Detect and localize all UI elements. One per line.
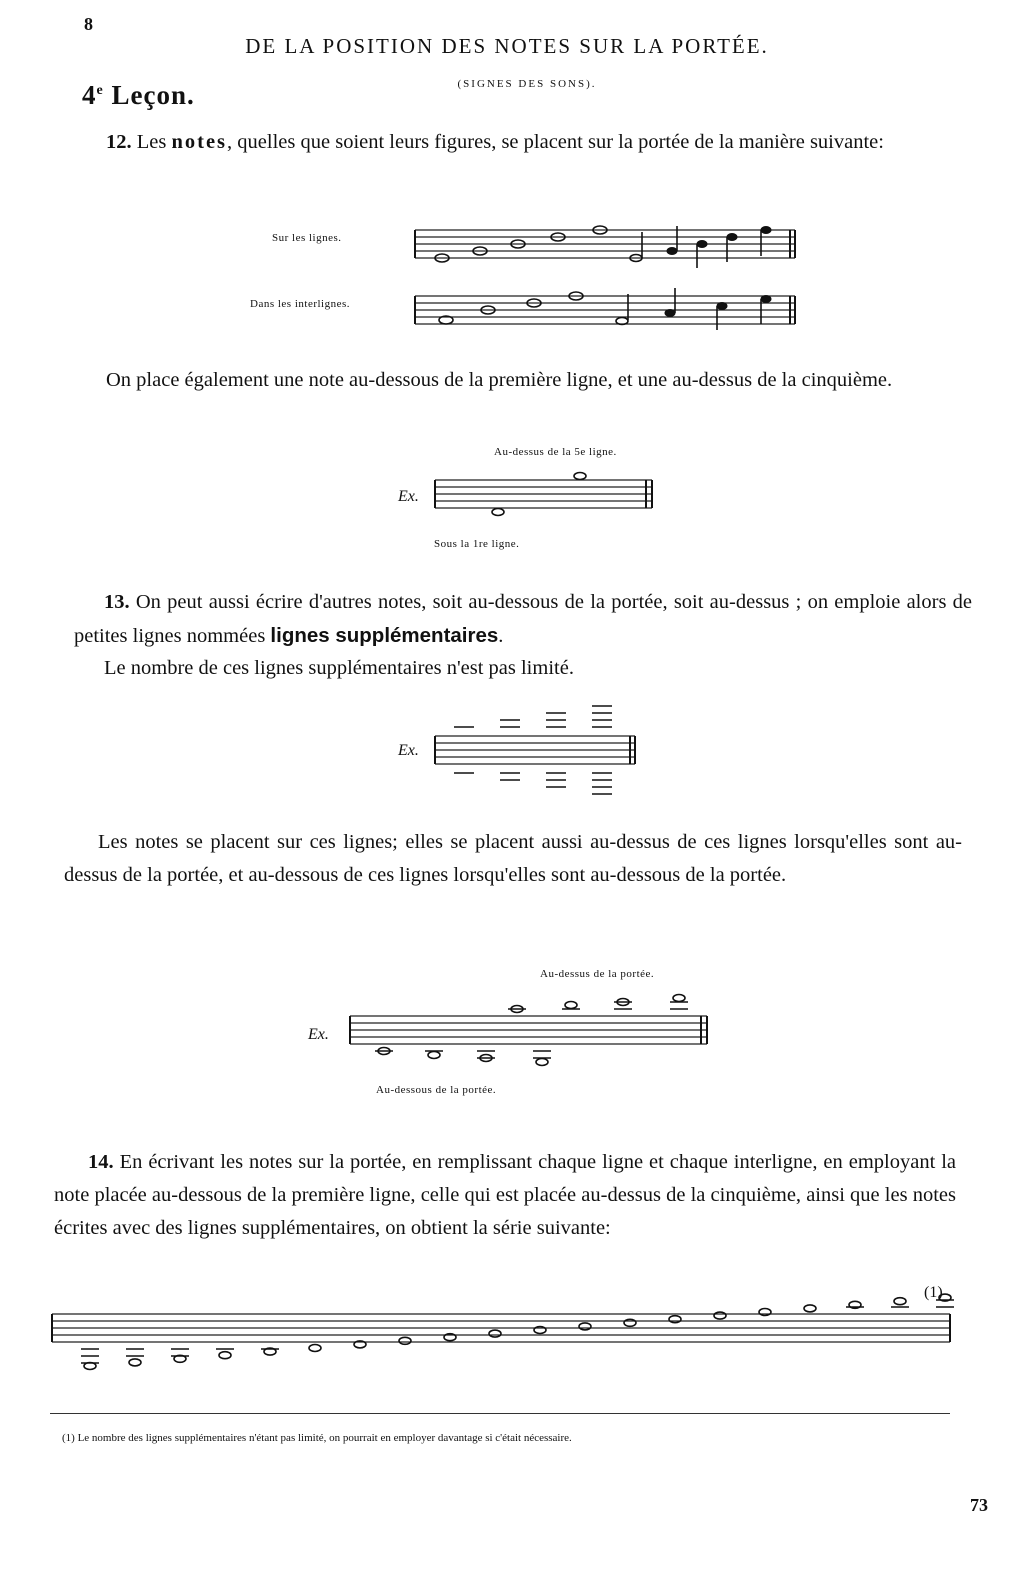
series-note xyxy=(714,1312,726,1319)
paragraph-text: En écrivant les notes sur la portée, en remplissant chaque ligne et chaque interligne, en employant la note placée au-dessous de la première ligne, celle qui est placée au-dessus de la cinquième, ainsi que les notes écrites avec des lignes supplémentaires, on obtient la série suivante: xyxy=(54,1151,957,1239)
note-below xyxy=(492,509,504,516)
series-note xyxy=(129,1359,141,1366)
series-note xyxy=(489,1330,501,1337)
paragraph-number: 13. xyxy=(104,591,130,613)
series-notes xyxy=(81,1294,954,1369)
paragraph-text: Les xyxy=(136,131,167,153)
ex-label: Ex. xyxy=(398,742,419,759)
label-sur-les-lignes: Sur les lignes. xyxy=(272,232,342,244)
footnote: (1) Le nombre des lignes supplémentaires n'étant pas limité, on pourrait en employer davantage si c'était nécessaire. xyxy=(62,1432,572,1444)
paragraph-14 xyxy=(54,1146,956,1245)
notes-above-staff xyxy=(508,995,688,1013)
paragraph-text: On peut aussi écrire d'autres notes, soit au-dessous de la portée, soit au-dessus ; on emploie alors de petites lignes nommées xyxy=(74,591,973,647)
corner-mark: 73 xyxy=(970,1495,988,1515)
staff-lines xyxy=(415,230,795,324)
lesson-label: Leçon. xyxy=(111,80,195,110)
paragraph-number: 12. xyxy=(106,131,132,153)
paragraph-text: . xyxy=(498,625,504,647)
bold-term: lignes supplémentaires xyxy=(270,624,499,647)
series-note xyxy=(579,1323,591,1330)
series-note xyxy=(894,1298,906,1305)
series-note xyxy=(219,1352,231,1359)
page-title: DE LA POSITION DES NOTES SUR LA PORTÉE. xyxy=(245,34,769,58)
staff-example-2 xyxy=(430,470,660,530)
ledger-lines-below xyxy=(454,773,612,794)
staff-example-3 xyxy=(430,700,650,810)
paragraph-13 xyxy=(74,586,972,653)
label-above-staff: Au-dessus de la portée. xyxy=(540,968,655,980)
page-number: 8 xyxy=(84,14,93,34)
series-note xyxy=(399,1337,411,1344)
series-note xyxy=(804,1305,816,1312)
ex-label: Ex. xyxy=(398,488,419,505)
paragraph-number: 14. xyxy=(88,1151,114,1173)
note-above xyxy=(574,473,586,480)
paragraph-12 xyxy=(80,126,972,159)
label-below-first-line: Sous la 1re ligne. xyxy=(434,538,520,550)
notes-on-lines xyxy=(435,226,771,268)
lesson-suffix: e xyxy=(96,83,104,98)
series-note xyxy=(309,1345,321,1352)
footnote-rule xyxy=(50,1413,950,1414)
label-above-fifth-line: Au-dessus de la 5e ligne. xyxy=(494,446,617,458)
lesson-heading xyxy=(82,80,195,111)
paragraph-text: , quelles que soient leurs figures, se placent sur la portée de la manière suivante: xyxy=(227,131,884,153)
lesson-number: 4 xyxy=(82,80,97,110)
paragraph-note-placement: On place également une note au-dessous de la première ligne, et une au-dessus de la cinquième. xyxy=(106,369,893,391)
page-subtitle: (SIGNES DES SONS). xyxy=(457,78,597,90)
ex-label: Ex. xyxy=(308,1026,329,1043)
label-dans-les-interlignes: Dans les interlignes. xyxy=(250,298,351,310)
bold-term: notes xyxy=(171,131,228,153)
staff-example-1 xyxy=(410,212,800,342)
staff-example-5 xyxy=(48,1290,954,1380)
paragraph-13-continued: Le nombre de ces lignes supplémentaires n'est pas limité. xyxy=(104,657,574,679)
notes-below-staff xyxy=(375,1048,551,1066)
footnote-mark: (1) xyxy=(924,1284,943,1301)
staff-example-4 xyxy=(345,992,715,1076)
paragraph-ledger-placement: Les notes se placent sur ces lignes; elles se placent aussi au-dessus de ces lignes lorsqu'elles sont au-dessus de la portée, et au-dessous de ces lignes lorsqu'elles sont au-dessous de la portée. xyxy=(64,831,962,886)
label-below-staff: Au-dessous de la portée. xyxy=(376,1084,497,1096)
ledger-lines-above xyxy=(454,706,612,727)
